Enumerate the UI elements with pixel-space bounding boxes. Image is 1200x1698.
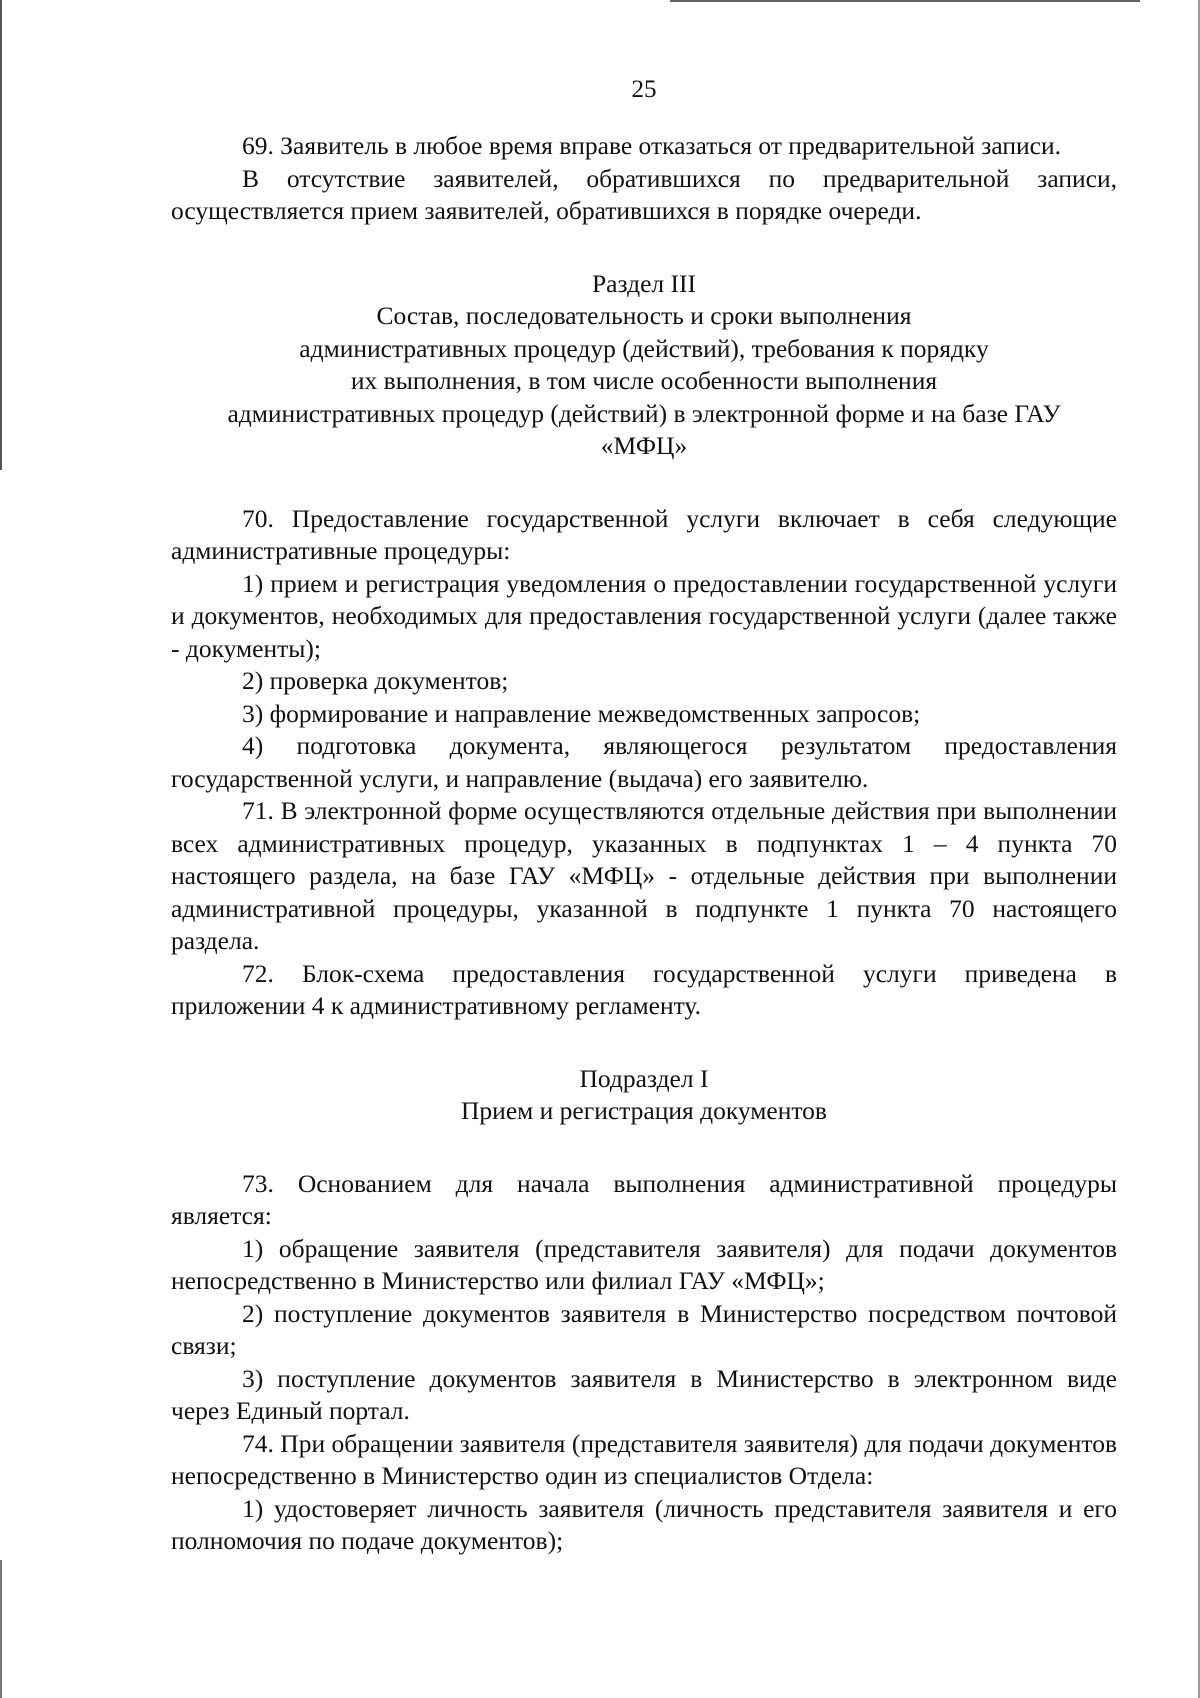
- paragraph-69-continued: В отсутствие заявителей, обратившихся по предварительной записи, осуществляется прием заявителей, обратившихся в порядке очереди.: [171, 163, 1117, 225]
- section-title: Раздел III: [592, 268, 696, 298]
- scan-edge-top: [670, 0, 1140, 2]
- document-body: [171, 130, 1117, 1558]
- section-subtitle-line: административных процедур (действий) в электронной форме и на базе ГАУ: [227, 398, 1061, 428]
- section-subtitle-line: их выполнения, в том числе особенности выполнения: [350, 366, 938, 395]
- list-item: 3) поступление документов заявителя в Министерство в электронном виде через Единый портал.: [171, 1363, 1117, 1425]
- paragraph-74: 74. При обращении заявителя (представителя заявителя) для подачи документов непосредственно в Министерство один из специалистов Отдела:: [171, 1428, 1117, 1490]
- subsection-title: Подраздел I: [579, 1063, 709, 1093]
- scan-edge-left: [0, 0, 2, 470]
- paragraph-72: 72. Блок-схема предоставления государственной услуги приведена в приложении 4 к административному регламенту.: [171, 958, 1117, 1020]
- list-item: 1) удостоверяет личность заявителя (личность представителя заявителя и его полномочия по подаче документов);: [171, 1493, 1117, 1555]
- subsection-subtitle: Прием и регистрация документов: [461, 1096, 827, 1125]
- list-item: 4) подготовка документа, являющегося результатом предоставления государственной услуги, и направление (выдача) его заявителю.: [171, 731, 1117, 793]
- list-item: 2) поступление документов заявителя в Министерство посредством почтовой связи;: [171, 1298, 1117, 1360]
- paragraph-71: 71. В электронной форме осуществляются отдельные действия при выполнении всех административных процедур, указанных в подпунктах 1 – 4 пункта 70 настоящего раздела, на базе ГАУ «МФЦ» - отдельные действия при выполнении административной процедуры, указанной в подпункте 1 пункта 70 настоящего раздела.: [171, 796, 1117, 955]
- section-subtitle-line: административных процедур (действий), требования к порядку: [299, 333, 989, 363]
- list-item: 1) прием и регистрация уведомления о предоставлении государственной услуги и документов, необходимых для предоставления государственной услуги (далее также - документы);: [171, 568, 1117, 663]
- scan-edge-left-lower: [0, 1560, 2, 1698]
- paragraph-69: 69. Заявитель в любое время вправе отказаться от предварительной записи.: [242, 131, 1061, 160]
- section-subtitle-line: «МФЦ»: [600, 431, 688, 460]
- paragraph-70: 70. Предоставление государственной услуги включает в себя следующие административные процедуры:: [171, 503, 1117, 565]
- paragraph-73: 73. Основанием для начала выполнения административной процедуры является:: [171, 1168, 1117, 1230]
- list-item: 1) обращение заявителя (представителя заявителя) для подачи документов непосредственно в Министерство или филиал ГАУ «МФЦ»;: [171, 1233, 1117, 1295]
- list-item: 2) проверка документов;: [242, 666, 509, 695]
- section-subtitle-line: Состав, последовательность и сроки выполнения: [376, 301, 912, 330]
- page-number: 25: [631, 76, 657, 103]
- list-item: 3) формирование и направление межведомственных запросов;: [242, 698, 921, 728]
